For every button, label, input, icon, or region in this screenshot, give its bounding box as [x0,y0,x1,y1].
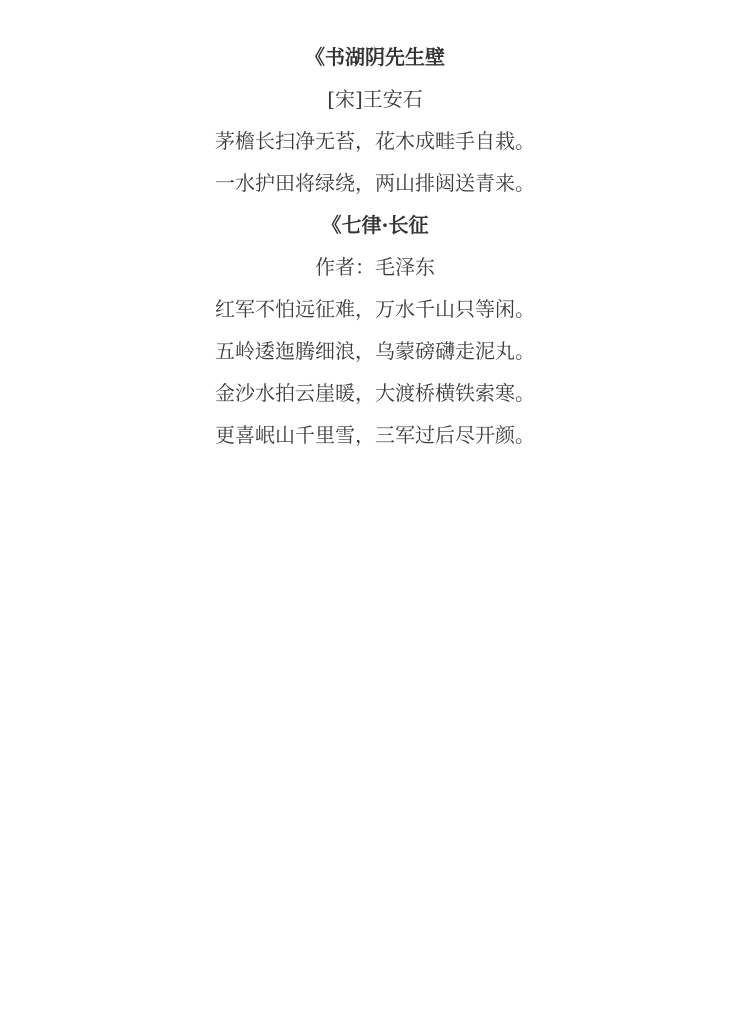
poem-1-verse-1: 茅檐长扫净无苔，花木成畦手自栽。 [215,129,535,153]
poem-2-verse-3: 金沙水拍云崖暖，大渡桥横铁索寒。 [215,381,535,405]
poem-1-author: [宋]王安石 [327,87,423,111]
poem-1-verse-2: 一水护田将绿绕，两山排闼送青来。 [215,171,535,195]
poem-2-verse-1: 红军不怕远征难，万水千山只等闲。 [215,297,535,321]
poem-2-verse-2: 五岭逶迤腾细浪，乌蒙磅礴走泥丸。 [215,339,535,363]
poem-1-title: 《书湖阴先生壁 [305,45,445,69]
poem-2-title: 《七律·长征 [321,213,429,237]
poem-2-verse-4: 更喜岷山千里雪，三军过后尽开颜。 [215,423,535,447]
poem-2-author: 作者：毛泽东 [315,255,435,279]
